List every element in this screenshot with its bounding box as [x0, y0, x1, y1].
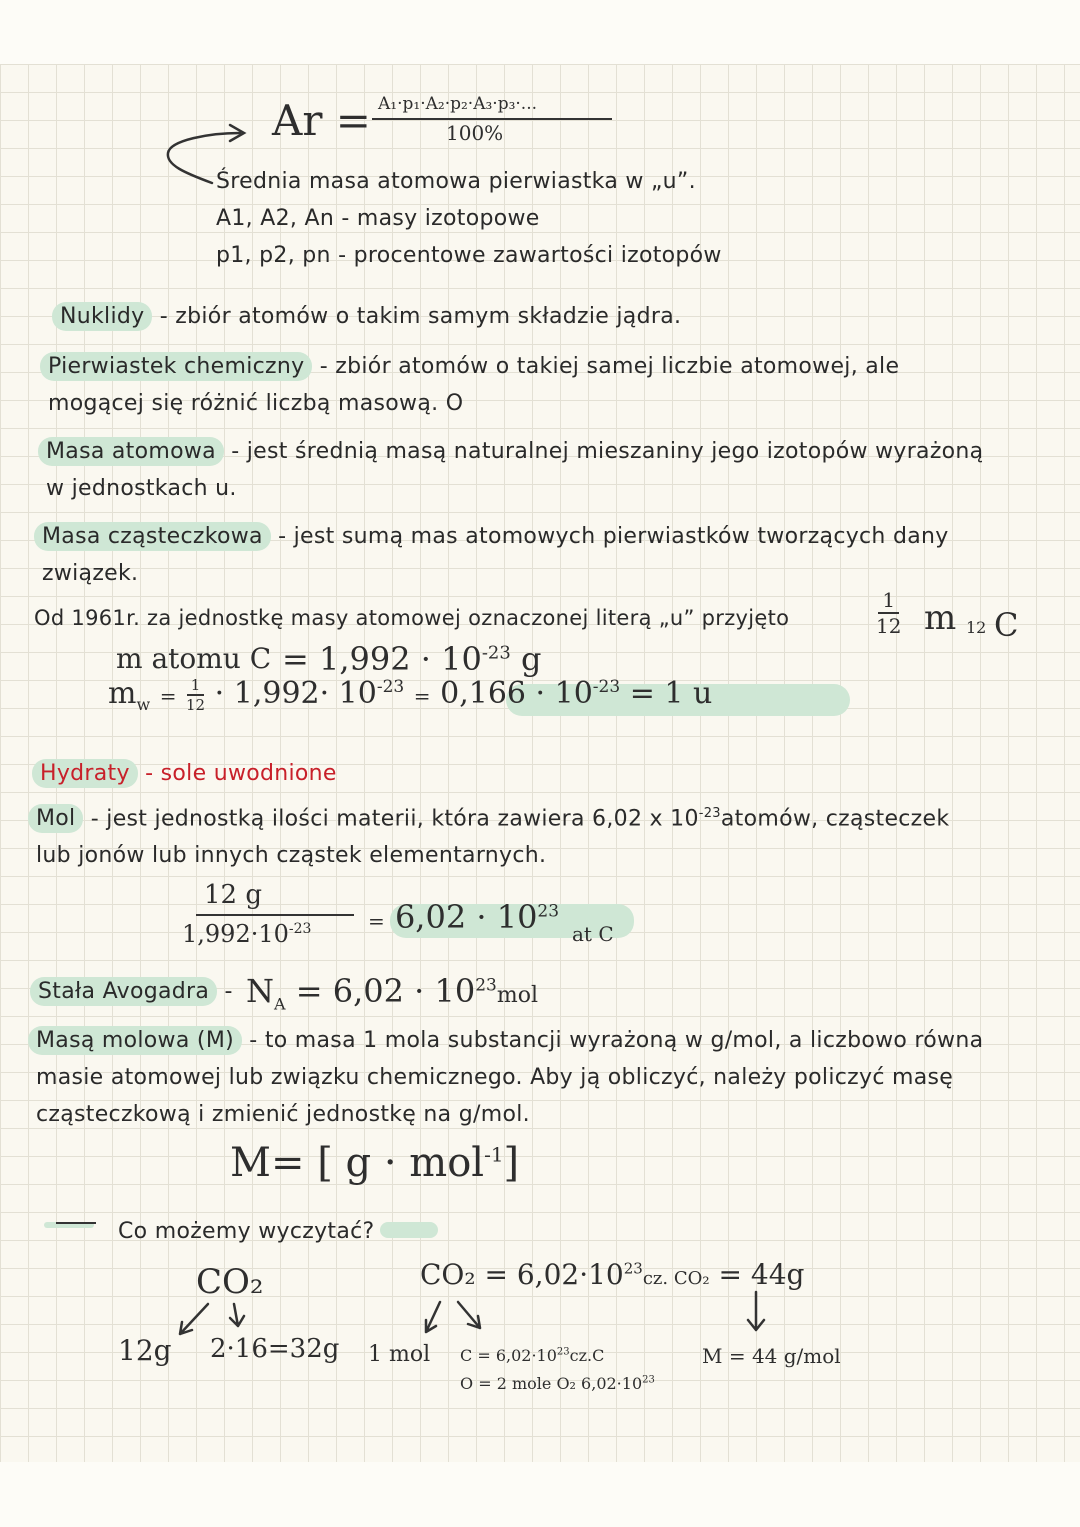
na-sub: A [274, 994, 286, 1014]
mw-result-exp: -23 [592, 677, 621, 697]
nuklidy-term: Nuklidy [52, 302, 152, 331]
mw-final: = 1 u [629, 676, 713, 711]
mol-unit: at C [572, 922, 614, 946]
pierwiastek-line-2: mogącej się różnić liczbą masową. O [48, 391, 464, 416]
masa-czasteczkowa-line-1 [42, 524, 949, 549]
pierwiastek-line-1 [48, 354, 899, 379]
m-atomu-exp: -23 [481, 642, 511, 664]
co2-mid-eq: = 44g [718, 1258, 805, 1291]
co2-mid-mol: 1 mol [368, 1342, 431, 1367]
question-highlight [380, 1222, 438, 1238]
mol-result-value: 6,02 · 10 [394, 898, 538, 936]
mw-exp: -23 [376, 677, 405, 697]
co2-mid-arrows-icon [414, 1298, 494, 1338]
masa-czasteczkowa-line-2: związek. [42, 561, 139, 586]
mol-eq: = [368, 909, 385, 933]
co2-o-base: O = 2 mole O₂ 6,02·10 [460, 1374, 643, 1393]
masa-molowa-line-1 [36, 1028, 983, 1053]
masa-atomowa-text: - jest średnią masą naturalnej mieszaniny jego izotopów wyrażoną [231, 439, 984, 464]
masa-czasteczkowa-text: - jest sumą mas atomowych pierwiastków tworzących dany [278, 524, 949, 549]
nuklidy-line [60, 304, 681, 329]
mol-frac-den-base: 1,992·10 [182, 920, 289, 948]
masa-atomowa-line-2: w jednostkach u. [46, 476, 237, 501]
question-dash-line [56, 1222, 96, 1224]
co2-left: CO₂ [196, 1262, 264, 1302]
masa-molowa-line-3: cząsteczkową i zmienić jednostkę na g/mol. [36, 1102, 530, 1127]
mol-frac-den [182, 920, 311, 948]
hydraty-text: - sole uwodnione [145, 761, 337, 786]
avogadro-term: Stała Avogadra [30, 977, 217, 1006]
unit-frac-den: 12 [876, 614, 902, 638]
avogadro-line [38, 979, 233, 1004]
na-rhs: = 6,02 · 10 [295, 972, 476, 1010]
m-formula-body: M= [ g · mol [230, 1140, 485, 1186]
masa-czasteczkowa-term: Masa cząsteczkowa [34, 522, 271, 551]
ar-explanation-2: A1, A2, An - masy izotopowe [216, 206, 540, 231]
mw-result: 0,166 · 10 [440, 676, 593, 711]
ar-fraction-line [372, 118, 612, 120]
m-atomu-value: = 1,992 · 10 [282, 640, 482, 678]
pierwiastek-term: Pierwiastek chemiczny [40, 352, 312, 381]
co2-mid-base: CO₂ = 6,02·10 [420, 1258, 624, 1291]
co2-mid-exp: 23 [623, 1259, 643, 1278]
m-formula-exp: -1 [484, 1142, 504, 1167]
hydraty-term: Hydraty [32, 759, 138, 788]
co2-left-c: 12g [118, 1334, 172, 1367]
mw-eq: = [159, 684, 177, 708]
ar-explanation-1: Średnia masa atomowa pierwiastka w „u”. [216, 169, 696, 194]
co2-mid-unit: cz. CO₂ [642, 1268, 710, 1289]
mol-exp: -23 [698, 806, 721, 821]
mw-lhs: m [108, 676, 137, 711]
ar-explanation-3: p1, p2, pn - procentowe zawartości izotopów [216, 243, 722, 268]
mol-result-exp: 23 [537, 901, 560, 922]
unit-sub: 12 [966, 618, 987, 637]
unit-c: C [994, 606, 1019, 644]
mol-frac-num: 12 g [204, 880, 262, 910]
mw-eq2: = [413, 684, 431, 708]
ar-numerator: A₁·p₁·A₂·p₂·A₃·p₃·... [378, 94, 538, 114]
unit-m: m [924, 598, 957, 638]
mw-frac-num: 1 [187, 676, 205, 696]
masa-molowa-line-2: masie atomowej lub związku chemicznego. Aby ją obliczyć, należy policzyć masę [36, 1065, 954, 1090]
mw-mid: · 1,992· 10 [214, 676, 377, 711]
mol-text: - jest jednostką ilości materii, która zawiera 6,02 x 10 [90, 806, 699, 832]
question-text: Co możemy wyczytać? [118, 1219, 375, 1244]
od-1961-text: Od 1961r. za jednostkę masy atomowej oznaczonej literą „u” przyjęto [34, 606, 790, 630]
co2-c-base: C = 6,02·10 [460, 1346, 557, 1365]
m-formula-close: ] [503, 1140, 520, 1186]
masa-atomowa-term: Masa atomowa [38, 437, 224, 466]
mw-sub: w [136, 695, 151, 714]
mol-result [368, 898, 559, 936]
unit-fraction [876, 588, 901, 638]
ar-denominator: 100% [446, 121, 504, 145]
co2-c-unit: cz.C [569, 1346, 605, 1365]
masa-atomowa-line-1 [46, 439, 983, 464]
mol-term: Mol [28, 804, 83, 833]
m-formula [230, 1140, 519, 1186]
na-unit: mol [496, 983, 538, 1008]
mw-line [108, 676, 712, 714]
unit-frac-num: 1 [878, 588, 899, 614]
co2-c-exp: 23 [556, 1346, 570, 1358]
co2-o-exp: 23 [642, 1374, 655, 1386]
m-atomu-unit: g [521, 640, 542, 678]
mol-line-2: lub jonów lub innych cząstek elementarnych. [36, 843, 547, 868]
mol-text-after: atomów, cząsteczek [720, 806, 950, 832]
pierwiastek-text: - zbiór atomów o takiej samej liczbie atomowej, ale [319, 354, 900, 379]
na-exp: 23 [475, 975, 497, 996]
co2-c-line [460, 1346, 604, 1365]
ar-lhs: Ar = [272, 96, 371, 145]
mol-frac-den-exp: -23 [288, 921, 312, 937]
mol-frac-line [196, 914, 354, 916]
avogadro-dash: - [224, 979, 233, 1004]
nuklidy-text: - zbiór atomów o takim samym składzie jądra. [159, 304, 682, 329]
co2-left-o: 2·16=32g [210, 1334, 340, 1364]
co2-molar: M = 44 g/mol [702, 1344, 841, 1368]
co2-right-arrow-icon [742, 1290, 772, 1336]
mw-frac-den: 12 [186, 696, 206, 714]
co2-o-line [460, 1374, 655, 1393]
masa-molowa-text: - to masa 1 mola substancji wyrażoną w g/mol, a liczbowo równa [249, 1028, 984, 1053]
hydraty-line [40, 761, 337, 786]
m-atomu-lhs: m atomu C [116, 642, 272, 675]
na-lhs: N [246, 972, 274, 1010]
na-formula [246, 972, 538, 1013]
co2-mid [420, 1258, 804, 1291]
m-atomu-rhs [282, 640, 541, 678]
masa-molowa-term: Masą molowa (M) [28, 1026, 242, 1055]
mol-line-1 [36, 806, 949, 831]
